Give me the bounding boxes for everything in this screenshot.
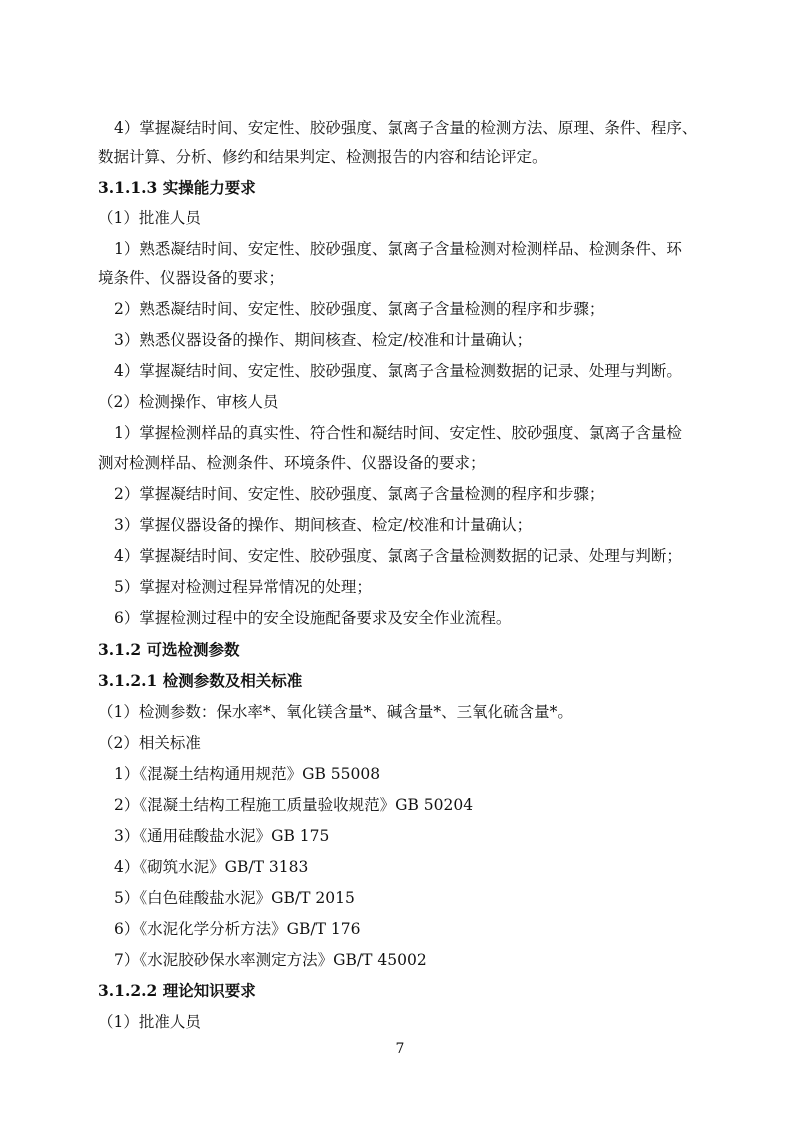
text-line: 1）掌握检测样品的真实性、符合性和凝结时间、安定性、胶砂强度、氯离子含量检 <box>114 424 682 442</box>
section-heading: 3.1.2.2 理论知识要求 <box>98 981 256 1000</box>
text-line: 2）掌握凝结时间、安定性、胶砂强度、氯离子含量检测的程序和步骤； <box>114 485 605 503</box>
text-line: 2）熟悉凝结时间、安定性、胶砂强度、氯离子含量检测的程序和步骤； <box>114 300 605 318</box>
text-line: （1）检测参数：保水率*、氧化镁含量*、碱含量*、三氧化硫含量*。 <box>98 703 573 721</box>
text-line: 3）《通用硅酸盐水泥》GB 175 <box>114 827 330 845</box>
text-line: 1）《混凝土结构通用规范》GB 55008 <box>114 765 381 783</box>
text-line: 3）掌握仪器设备的操作、期间核查、检定/校准和计量确认； <box>114 516 533 534</box>
text-line: 4）《砌筑水泥》GB/T 3183 <box>114 858 309 876</box>
text-line: （1）批准人员 <box>98 209 201 227</box>
page-number: 7 <box>395 1041 405 1057</box>
text-line: （1）批准人员 <box>98 1013 201 1031</box>
section-heading: 3.1.2 可选检测参数 <box>98 640 240 659</box>
text-line: 1）熟悉凝结时间、安定性、胶砂强度、氯离子含量检测对检测样品、检测条件、环 <box>114 240 682 258</box>
text-line: 5）掌握对检测过程异常情况的处理； <box>114 578 372 596</box>
text-line: 3）熟悉仪器设备的操作、期间核查、检定/校准和计量确认； <box>114 331 533 349</box>
section-heading: 3.1.2.1 检测参数及相关标准 <box>98 671 303 690</box>
section-heading: 3.1.1.3 实操能力要求 <box>98 178 256 197</box>
text-line: （2）检测操作、审核人员 <box>98 393 279 411</box>
text-line: （2）相关标准 <box>98 734 201 752</box>
text-line: 测对检测样品、检测条件、环境条件、仪器设备的要求； <box>98 454 486 472</box>
text-line: 4）掌握凝结时间、安定性、胶砂强度、氯离子含量检测数据的记录、处理与判断。 <box>114 362 682 380</box>
text-line: 数据计算、分析、修约和结果判定、检测报告的内容和结论评定。 <box>98 148 548 166</box>
text-line: 境条件、仪器设备的要求； <box>98 269 285 287</box>
text-line: 4）掌握凝结时间、安定性、胶砂强度、氯离子含量检测数据的记录、处理与判断； <box>114 547 682 565</box>
text-line: 5）《白色硅酸盐水泥》GB/T 2015 <box>114 889 355 907</box>
text-line: 7）《水泥胶砂保水率测定方法》GB/T 45002 <box>114 951 427 969</box>
text-line: 4）掌握凝结时间、安定性、胶砂强度、氯离子含量的检测方法、原理、条件、程序、 <box>114 119 698 137</box>
text-line: 6）掌握检测过程中的安全设施配备要求及安全作业流程。 <box>114 609 512 627</box>
text-line: 2）《混凝土结构工程施工质量验收规范》GB 50204 <box>114 796 474 814</box>
text-line: 6）《水泥化学分析方法》GB/T 176 <box>114 920 361 938</box>
